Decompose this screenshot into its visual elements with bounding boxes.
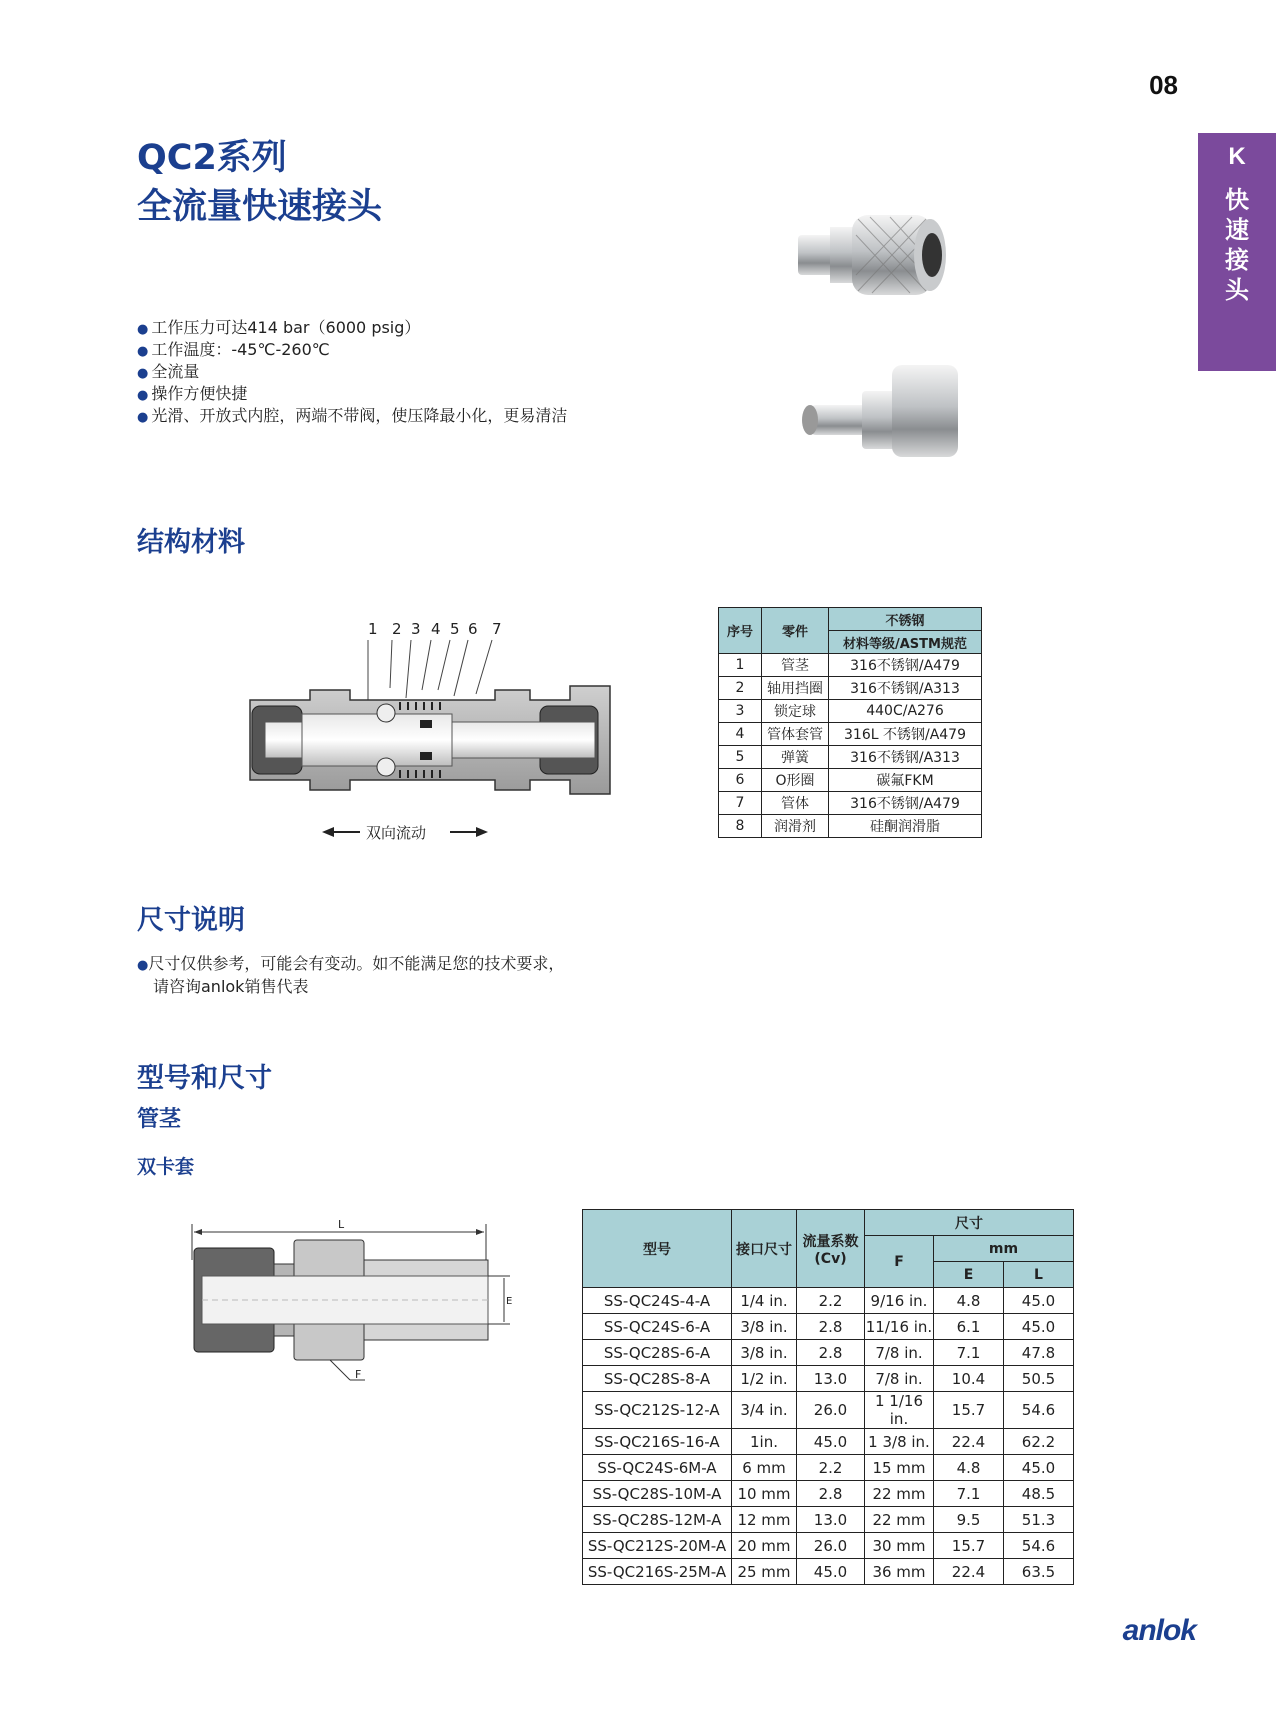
cell-material: 316不锈钢/A479 — [829, 654, 982, 677]
table-header-row — [719, 608, 982, 631]
cell-no: 6 — [719, 769, 762, 792]
label-F: F — [355, 1368, 362, 1381]
title-line-2: 全流量快速接头 — [137, 187, 383, 227]
coupling-body-image — [798, 215, 946, 295]
cell-part: 管茎 — [762, 654, 829, 677]
side-tab-char: 头 — [1225, 276, 1249, 304]
table-row — [583, 1481, 1074, 1507]
section-heading-dimension-note: 尺寸说明 — [137, 905, 245, 936]
cell-E: 7.1 — [934, 1481, 1004, 1507]
header-E: E — [934, 1262, 1004, 1288]
header-part: 零件 — [762, 608, 829, 654]
cell-model: SS-QC216S-16-A — [583, 1429, 732, 1455]
cell-E: 6.1 — [934, 1314, 1004, 1340]
cell-port: 1/4 in. — [732, 1288, 797, 1314]
table-row — [719, 654, 982, 677]
cell-flow: 45.0 — [797, 1429, 865, 1455]
cell-L: 48.5 — [1004, 1481, 1074, 1507]
cell-F: 1 1/16 in. — [865, 1392, 934, 1429]
callout-5: 5 — [450, 620, 460, 638]
side-tab-char: 接 — [1225, 246, 1249, 274]
cell-flow: 26.0 — [797, 1392, 865, 1429]
coupling-stem-image — [802, 365, 958, 457]
callout-6: 6 — [468, 620, 478, 638]
cell-material: 硅酮润滑脂 — [829, 815, 982, 838]
feature-item: ● 操作方便快捷 — [137, 384, 567, 406]
cell-material: 440C/A276 — [829, 700, 982, 723]
page-title — [137, 134, 382, 232]
cell-L: 45.0 — [1004, 1455, 1074, 1481]
product-photo — [780, 205, 970, 495]
table-row — [583, 1455, 1074, 1481]
cell-flow: 13.0 — [797, 1507, 865, 1533]
table-row — [583, 1340, 1074, 1366]
table-row — [719, 700, 982, 723]
cell-L: 54.6 — [1004, 1533, 1074, 1559]
cell-model: SS-QC24S-6M-A — [583, 1455, 732, 1481]
cell-port: 10 mm — [732, 1481, 797, 1507]
side-tab-char: 速 — [1225, 216, 1249, 244]
header-mm: mm — [934, 1236, 1074, 1262]
cell-port: 12 mm — [732, 1507, 797, 1533]
cell-flow: 2.8 — [797, 1481, 865, 1507]
flow-label: 双向流动 — [366, 824, 427, 842]
table-row — [583, 1507, 1074, 1533]
header-F: F — [865, 1236, 934, 1288]
cell-part: 轴用挡圈 — [762, 677, 829, 700]
cell-no: 2 — [719, 677, 762, 700]
table-row — [583, 1392, 1074, 1429]
callout-4: 4 — [431, 620, 441, 638]
callout-leaders — [368, 640, 492, 700]
cell-L: 47.8 — [1004, 1340, 1074, 1366]
cell-port: 25 mm — [732, 1559, 797, 1585]
cell-L: 54.6 — [1004, 1392, 1074, 1429]
note-text: 尺寸仅供参考，可能会有变动。如不能满足您的技术要求， — [148, 954, 565, 973]
cell-part: 管体套管 — [762, 723, 829, 746]
cell-E: 9.5 — [934, 1507, 1004, 1533]
cell-E: 4.8 — [934, 1288, 1004, 1314]
cell-E: 22.4 — [934, 1559, 1004, 1585]
cell-L: 50.5 — [1004, 1366, 1074, 1392]
cell-flow: 45.0 — [797, 1559, 865, 1585]
cell-model: SS-QC28S-10M-A — [583, 1481, 732, 1507]
feature-item: ● 工作压力可达414 bar（6000 psig） — [137, 318, 567, 340]
table-row — [719, 723, 982, 746]
header-cv-label: (Cv) — [814, 1250, 847, 1267]
cell-part: 弹簧 — [762, 746, 829, 769]
note-line-2: 请咨询anlok销售代表 — [153, 977, 309, 996]
cell-F: 9/16 in. — [865, 1288, 934, 1314]
header-grade: 材料等级/ASTM规范 — [829, 631, 982, 654]
cell-material: 316L 不锈钢/A479 — [829, 723, 982, 746]
cell-F: 7/8 in. — [865, 1366, 934, 1392]
cell-part: 锁定球 — [762, 700, 829, 723]
title-line-1: QC2系列 — [137, 138, 287, 178]
cell-material: 316不锈钢/A479 — [829, 792, 982, 815]
cell-material: 316不锈钢/A313 — [829, 746, 982, 769]
table-row — [719, 677, 982, 700]
brand-logo: anlok — [1122, 1614, 1196, 1647]
callout-1: 1 — [368, 620, 378, 638]
cell-flow: 26.0 — [797, 1533, 865, 1559]
side-tab-letter: K — [1228, 143, 1246, 170]
cell-port: 6 mm — [732, 1455, 797, 1481]
feature-item: ● 工作温度：-45℃-260℃ — [137, 340, 567, 362]
section-heading-models: 型号和尺寸 — [137, 1063, 272, 1094]
cell-L: 62.2 — [1004, 1429, 1074, 1455]
subheading-tube-stub: 管茎 — [137, 1107, 182, 1132]
feature-item: ● 光滑、开放式内腔，两端不带阀，使压降最小化，更易清洁 — [137, 406, 567, 428]
cell-port: 3/8 in. — [732, 1340, 797, 1366]
cell-model: SS-QC28S-8-A — [583, 1366, 732, 1392]
cell-material: 碳氟FKM — [829, 769, 982, 792]
dimension-table-body — [583, 1288, 1074, 1585]
cell-model: SS-QC28S-12M-A — [583, 1507, 732, 1533]
header-flow-label: 流量系数 — [802, 1233, 859, 1250]
cell-F: 7/8 in. — [865, 1340, 934, 1366]
section-heading-materials: 结构材料 — [137, 527, 245, 558]
header-flow — [797, 1210, 865, 1288]
callout-3: 3 — [411, 620, 421, 638]
cell-F: 22 mm — [865, 1507, 934, 1533]
cell-no: 3 — [719, 700, 762, 723]
note-line-1: ●尺寸仅供参考，可能会有变动。如不能满足您的技术要求， — [137, 954, 565, 973]
cell-flow: 2.8 — [797, 1340, 865, 1366]
table-row — [583, 1288, 1074, 1314]
header-size: 尺寸 — [865, 1210, 1074, 1236]
cell-model: SS-QC216S-25M-A — [583, 1559, 732, 1585]
cell-no: 5 — [719, 746, 762, 769]
header-no: 序号 — [719, 608, 762, 654]
cell-port: 1/2 in. — [732, 1366, 797, 1392]
feature-list — [137, 318, 567, 428]
table-row — [719, 815, 982, 838]
cell-port: 20 mm — [732, 1533, 797, 1559]
cell-F: 30 mm — [865, 1533, 934, 1559]
cross-section-diagram — [240, 610, 630, 850]
cell-no: 1 — [719, 654, 762, 677]
cell-port: 3/8 in. — [732, 1314, 797, 1340]
table-row — [719, 792, 982, 815]
cell-part: 润滑剂 — [762, 815, 829, 838]
dimension-note — [137, 953, 564, 997]
table-header-row — [583, 1210, 1074, 1236]
cell-no: 8 — [719, 815, 762, 838]
cell-material: 316不锈钢/A313 — [829, 677, 982, 700]
feature-item: ● 全流量 — [137, 362, 567, 384]
callout-2: 2 — [392, 620, 402, 638]
cell-E: 15.7 — [934, 1392, 1004, 1429]
cell-F: 15 mm — [865, 1455, 934, 1481]
cell-part: 管体 — [762, 792, 829, 815]
cell-F: 1 3/8 in. — [865, 1429, 934, 1455]
header-port: 接口尺寸 — [732, 1210, 797, 1288]
cell-model: SS-QC212S-20M-A — [583, 1533, 732, 1559]
table-row — [719, 769, 982, 792]
subheading-double-ferrule: 双卡套 — [137, 1156, 195, 1178]
table-row — [583, 1533, 1074, 1559]
cell-L: 51.3 — [1004, 1507, 1074, 1533]
label-L: L — [338, 1218, 345, 1231]
materials-table — [718, 607, 982, 838]
dimension-table — [582, 1209, 1074, 1585]
header-L: L — [1004, 1262, 1074, 1288]
table-row — [583, 1559, 1074, 1585]
dimension-drawing — [180, 1210, 520, 1390]
cell-model: SS-QC24S-4-A — [583, 1288, 732, 1314]
cell-flow: 13.0 — [797, 1366, 865, 1392]
cell-E: 4.8 — [934, 1455, 1004, 1481]
side-tab-char: 快 — [1225, 186, 1249, 214]
cell-no: 4 — [719, 723, 762, 746]
table-row — [583, 1366, 1074, 1392]
cell-E: 10.4 — [934, 1366, 1004, 1392]
page-number: 08 — [1149, 70, 1178, 100]
cell-L: 45.0 — [1004, 1288, 1074, 1314]
cell-F: 11/16 in. — [865, 1314, 934, 1340]
cell-no: 7 — [719, 792, 762, 815]
label-E: E — [506, 1296, 513, 1307]
header-model: 型号 — [583, 1210, 732, 1288]
cell-part: O形圈 — [762, 769, 829, 792]
section-side-tab — [1198, 133, 1276, 371]
cell-F: 36 mm — [865, 1559, 934, 1585]
cell-flow: 2.2 — [797, 1455, 865, 1481]
cell-F: 22 mm — [865, 1481, 934, 1507]
cell-model: SS-QC212S-12-A — [583, 1392, 732, 1429]
cell-model: SS-QC24S-6-A — [583, 1314, 732, 1340]
cell-L: 63.5 — [1004, 1559, 1074, 1585]
cell-flow: 2.2 — [797, 1288, 865, 1314]
table-row — [583, 1314, 1074, 1340]
header-stainless: 不锈钢 — [829, 608, 982, 631]
table-row — [719, 746, 982, 769]
cell-E: 15.7 — [934, 1533, 1004, 1559]
cell-E: 7.1 — [934, 1340, 1004, 1366]
cell-flow: 2.8 — [797, 1314, 865, 1340]
cell-L: 45.0 — [1004, 1314, 1074, 1340]
cell-port: 1in. — [732, 1429, 797, 1455]
side-tab-label — [1198, 185, 1276, 305]
cell-port: 3/4 in. — [732, 1392, 797, 1429]
cell-model: SS-QC28S-6-A — [583, 1340, 732, 1366]
callout-7: 7 — [492, 620, 502, 638]
cell-E: 22.4 — [934, 1429, 1004, 1455]
table-row — [583, 1429, 1074, 1455]
